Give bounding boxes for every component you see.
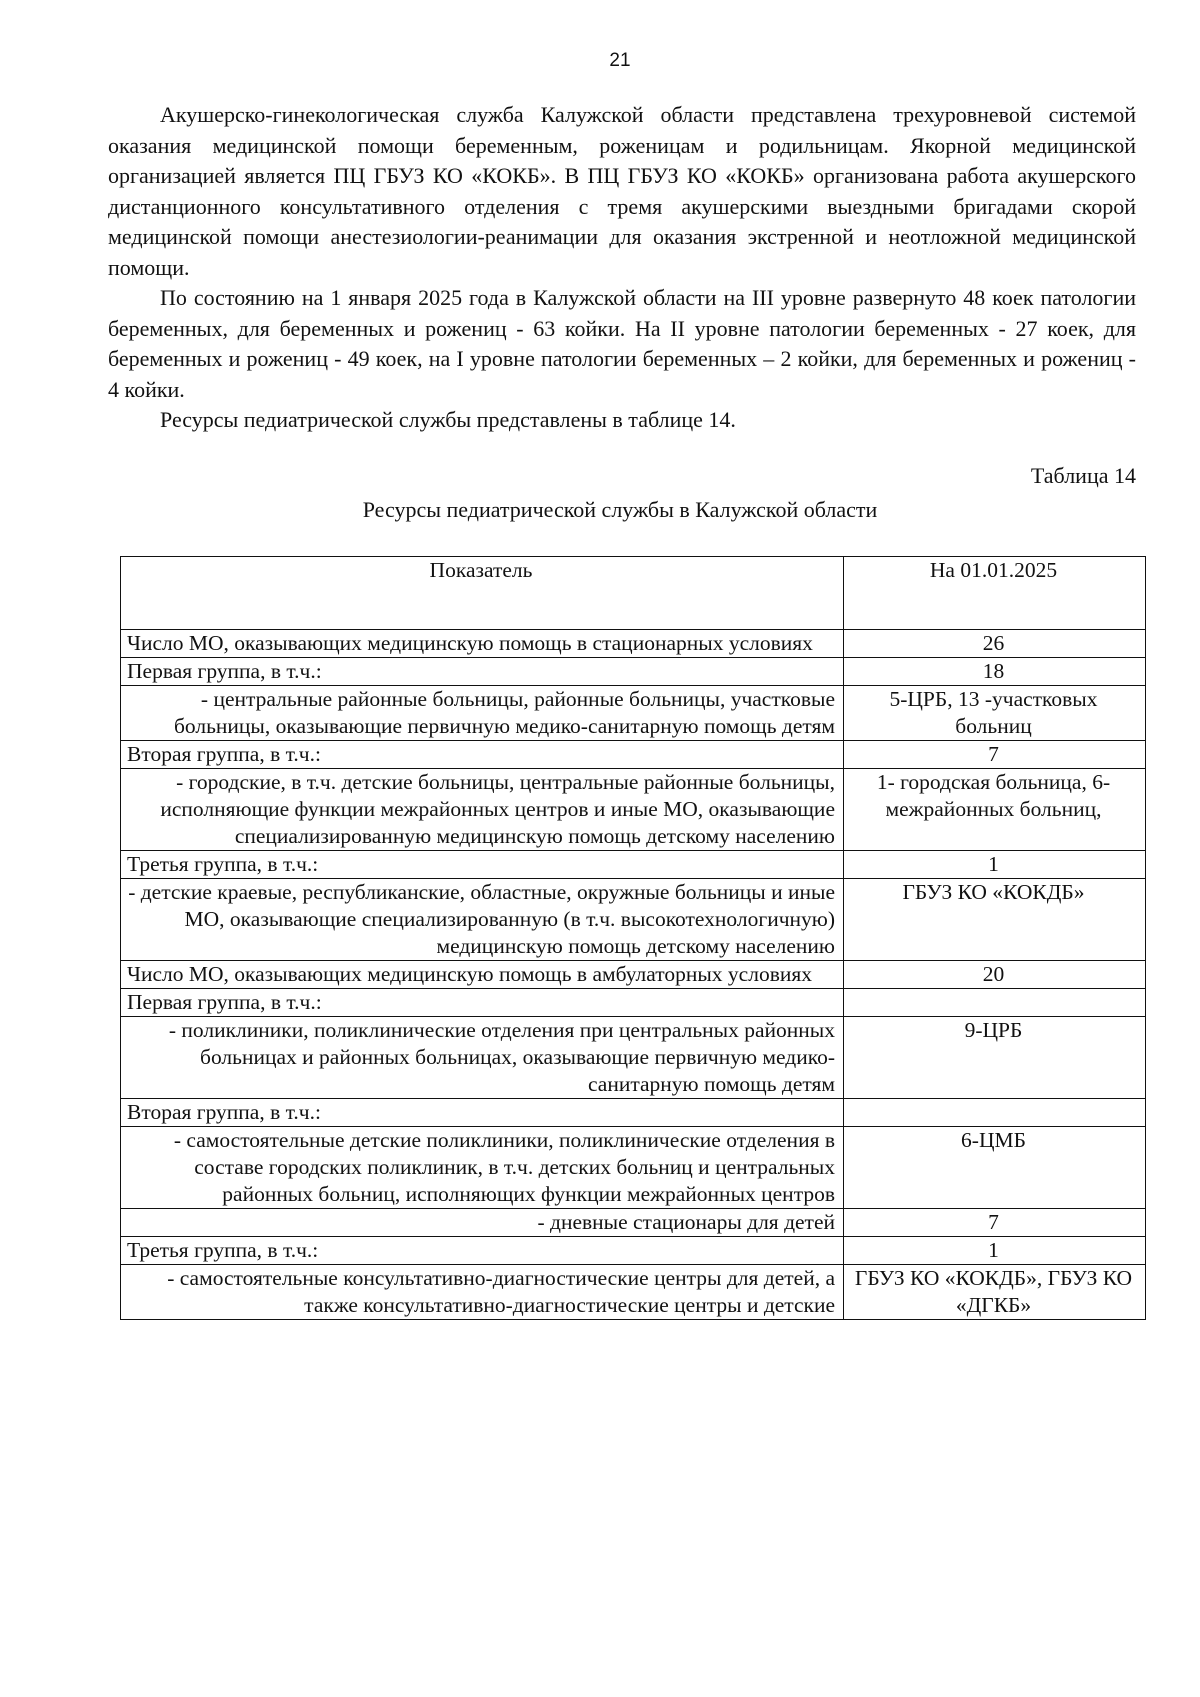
- table-row: [121, 1127, 1146, 1209]
- row-value: ГБУЗ КО «КОКДБ», ГБУЗ КО «ДГКБ»: [844, 1265, 1146, 1320]
- row-indicator: Первая группа, в т.ч.:: [121, 989, 844, 1017]
- row-value: ГБУЗ КО «КОКДБ»: [844, 879, 1146, 961]
- row-indicator: - детские краевые, республиканские, областные, окружные больницы и иные МО, оказывающие специализированную (в т.ч. высокотехнологичную) медицинскую помощь детскому населению: [121, 879, 844, 961]
- page-number: 21: [609, 50, 631, 71]
- row-value: [844, 1099, 1146, 1127]
- paragraph-obstetric-service: Акушерско-гинекологическая служба Калужской области представлена трехуровневой системой оказания медицинской помощи беременным, роженицам и родильницам. Якорной медицинской организацией является ПЦ ГБУЗ КО «КОКБ». В ПЦ ГБУЗ КО «КОКБ» организована работа акушерского дистанционного консультативного отделения с тремя акушерскими выездными бригадами скорой медицинской помощи анестезиологии-реанимации для оказания экстренной и неотложной медицинской помощи.: [108, 102, 1136, 280]
- row-value: 1: [844, 851, 1146, 879]
- row-indicator: Первая группа, в т.ч.:: [121, 658, 844, 686]
- row-value: 26: [844, 630, 1146, 658]
- table-row: [121, 658, 1146, 686]
- row-value: [844, 989, 1146, 1017]
- row-value: 7: [844, 741, 1146, 769]
- row-value: 9-ЦРБ: [844, 1017, 1146, 1099]
- row-indicator: Третья группа, в т.ч.:: [121, 1237, 844, 1265]
- header-date: На 01.01.2025: [844, 557, 1146, 630]
- row-indicator: - дневные стационары для детей: [121, 1209, 844, 1237]
- row-indicator: Число МО, оказывающих медицинскую помощь в стационарных условиях: [121, 630, 844, 658]
- row-indicator: - поликлиники, поликлинические отделения при центральных районных больницах и районных больницах, оказывающие первичную медико-санитарную помощь детям: [121, 1017, 844, 1099]
- table-row: [121, 1017, 1146, 1099]
- table-header-row: [121, 557, 1146, 630]
- table-row: [121, 1209, 1146, 1237]
- row-value: 5-ЦРБ, 13 -участковых больниц: [844, 686, 1146, 741]
- table-row: [121, 1099, 1146, 1127]
- row-value: 20: [844, 961, 1146, 989]
- row-indicator: Вторая группа, в т.ч.:: [121, 1099, 844, 1127]
- table-row: [121, 1265, 1146, 1320]
- row-indicator: - самостоятельные консультативно-диагностические центры для детей, а также консультативно-диагностические центры и детские: [121, 1265, 844, 1320]
- table-row: [121, 961, 1146, 989]
- table-row: [121, 989, 1146, 1017]
- pediatric-resources-table: [120, 556, 1146, 1320]
- table-row: [121, 686, 1146, 741]
- table-row: [121, 630, 1146, 658]
- row-value: 1: [844, 1237, 1146, 1265]
- table-row: [121, 769, 1146, 851]
- paragraph-bed-counts: По состоянию на 1 января 2025 года в Калужской области на III уровне развернуто 48 коек патологии беременных, для беременных и рожениц - 63 койки. На II уровне патологии беременных - 27 коек, для беременных и рожениц - 49 коек, на I уровне патологии беременных – 2 койки, для беременных и рожениц - 4 койки.: [108, 285, 1136, 402]
- row-value: 7: [844, 1209, 1146, 1237]
- header-indicator: Показатель: [121, 557, 844, 630]
- table-row: [121, 741, 1146, 769]
- row-indicator: - самостоятельные детские поликлиники, поликлинические отделения в составе городских поликлиник, в т.ч. детских больниц и центральных районных больниц, исполняющих функции межрайонных центров: [121, 1127, 844, 1209]
- table-row: [121, 851, 1146, 879]
- row-value: 6-ЦМБ: [844, 1127, 1146, 1209]
- table-row: [121, 879, 1146, 961]
- table-title: Ресурсы педиатрической службы в Калужской области: [362, 497, 878, 522]
- row-indicator: - центральные районные больницы, районные больницы, участковые больницы, оказывающие первичную медико-санитарную помощь детям: [121, 686, 844, 741]
- row-indicator: Третья группа, в т.ч.:: [121, 851, 844, 879]
- row-value: 1- городская больница, 6- межрайонных больниц,: [844, 769, 1146, 851]
- table-caption: Таблица 14: [1030, 463, 1136, 488]
- row-value: 18: [844, 658, 1146, 686]
- table-row: [121, 1237, 1146, 1265]
- row-indicator: - городские, в т.ч. детские больницы, центральные районные больницы, исполняющие функции межрайонных центров и иные МО, оказывающие специализированную медицинскую помощь детскому населению: [121, 769, 844, 851]
- row-indicator: Число МО, оказывающих медицинскую помощь в амбулаторных условиях: [121, 961, 844, 989]
- body-text: [108, 100, 1136, 436]
- paragraph-table-reference: Ресурсы педиатрической службы представлены в таблице 14.: [160, 407, 736, 432]
- row-indicator: Вторая группа, в т.ч.:: [121, 741, 844, 769]
